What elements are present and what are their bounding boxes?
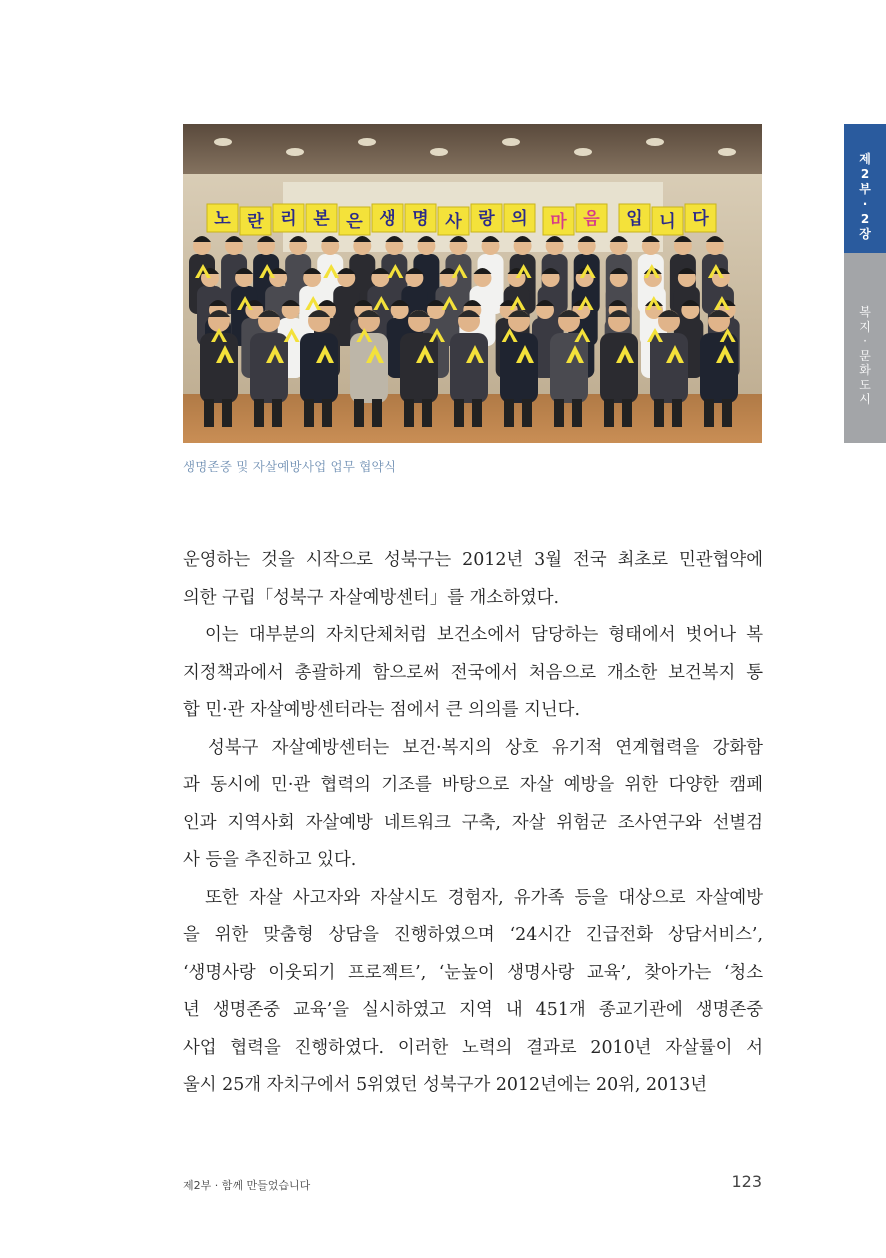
- person-body: [350, 333, 388, 403]
- banner-char: 노: [214, 209, 231, 229]
- person-leg: [272, 399, 282, 427]
- banner-char: 리: [280, 209, 297, 229]
- body-paragraph: [183, 617, 763, 730]
- part-chapter-tab-char: ·: [862, 197, 868, 211]
- banner-char: 의: [511, 209, 528, 229]
- banner-char: 명: [412, 209, 429, 229]
- photo-caption: 생명존중 및 자살예방사업 업무 협약식: [183, 459, 397, 474]
- text-line: 년 생명존중 교육’을 실시하였고 지역 내 451개 종교기관에 생명존중: [183, 1000, 763, 1020]
- person-body: [700, 333, 738, 403]
- ceremony-photo: [183, 124, 762, 443]
- banner-char: 입: [626, 209, 643, 229]
- part-chapter-tab-char: 부: [859, 182, 871, 196]
- banner-char: 다: [692, 209, 709, 229]
- text-line: 성북구 자살예방센터는 보건·복지의 상호 유기적 연계협력을 강화함: [183, 737, 763, 758]
- banner-signs: [207, 204, 716, 235]
- person-leg: [222, 399, 232, 427]
- person-body: [550, 333, 588, 403]
- body-paragraph: [183, 730, 763, 880]
- banner-char: 사: [445, 212, 462, 232]
- person-leg: [672, 399, 682, 427]
- person-leg: [572, 399, 582, 427]
- person-leg: [254, 399, 264, 427]
- section-tab-char: 복: [859, 305, 871, 319]
- text-line: 합 민·관 자살예방센터라는 점에서 큰 의의를 지닌다.: [183, 700, 581, 720]
- person-leg: [354, 399, 364, 427]
- text-line: 울시 25개 자치구에서 5위였던 성북구가 2012년에는 20위, 2013년: [183, 1075, 708, 1095]
- text-line: ‘생명사랑 이웃되기 프로젝트’, ‘눈높이 생명사랑 교육’, 찾아가는 ‘청소: [183, 962, 763, 983]
- person-leg: [472, 399, 482, 427]
- text-line: 또한 자살 사고자와 자살시도 경험자, 유가족 등을 대상으로 자살예방: [183, 887, 763, 908]
- banner-char: 랑: [478, 209, 495, 229]
- section-tab-char: 화: [859, 363, 871, 377]
- page-number: 123: [731, 1172, 762, 1191]
- person-body: [200, 333, 238, 403]
- person-leg: [554, 399, 564, 427]
- person-leg: [422, 399, 432, 427]
- person-body: [300, 333, 338, 403]
- part-chapter-tab[interactable]: [844, 124, 886, 253]
- person-leg: [522, 399, 532, 427]
- text-line: 지정책과에서 총괄하게 함으로써 전국에서 처음으로 개소한 보건복지 통: [183, 662, 763, 683]
- person-leg: [704, 399, 714, 427]
- banner-char: 음: [583, 209, 600, 229]
- banner-char: 생: [379, 209, 396, 229]
- person-body: [650, 333, 688, 403]
- person-leg: [604, 399, 614, 427]
- person-leg: [372, 399, 382, 427]
- body-paragraph: [183, 542, 763, 617]
- text-line: 사 등을 추진하고 있다.: [183, 850, 357, 870]
- banner-char: 란: [247, 212, 264, 232]
- section-tab-char: 시: [859, 392, 871, 406]
- text-line: 이는 대부분의 자치단체처럼 보건소에서 담당하는 형태에서 벗어나 복: [183, 625, 763, 645]
- text-line: 을 위한 맞춤형 상담을 진행하였으며 ‘24시간 긴급전화 상담서비스’,: [183, 925, 763, 945]
- text-line: 의한 구립「성북구 자살예방센터」를 개소하였다.: [183, 587, 560, 608]
- part-chapter-tab-char: 2: [860, 212, 870, 226]
- person-body: [450, 333, 488, 403]
- banner-char: 니: [659, 212, 676, 232]
- person-leg: [304, 399, 314, 427]
- banner-char: 본: [313, 209, 330, 229]
- person-body: [250, 333, 288, 403]
- part-chapter-tab-char: 장: [859, 227, 871, 241]
- section-tab-char: 지: [859, 319, 871, 334]
- person-leg: [204, 399, 214, 427]
- text-line: 인과 지역사회 자살예방 네트워크 구축, 자살 위험군 조사연구와 선별검: [183, 812, 763, 833]
- person-leg: [504, 399, 514, 427]
- section-tab[interactable]: [844, 253, 886, 443]
- person-leg: [454, 399, 464, 427]
- person-leg: [322, 399, 332, 427]
- text-line: 과 동시에 민·관 협력의 기조를 바탕으로 자살 예방을 위한 다양한 캠페: [183, 775, 763, 795]
- section-tab-char: ·: [863, 334, 867, 348]
- text-line: 사업 협력을 진행하였다. 이러한 노력의 결과로 2010년 자살률이 서: [183, 1037, 763, 1058]
- person-body: [500, 333, 538, 403]
- banner-char: 은: [346, 212, 363, 232]
- person-leg: [404, 399, 414, 427]
- person-body: [400, 333, 438, 403]
- body-paragraph: [183, 880, 763, 1105]
- person-leg: [622, 399, 632, 427]
- person-body: [600, 333, 638, 403]
- body-text: [183, 542, 763, 1105]
- banner-char: 마: [550, 212, 567, 232]
- part-chapter-tab-char: 제: [859, 152, 871, 166]
- section-tab-char: 도: [859, 377, 871, 392]
- part-chapter-tab-char: 2: [860, 167, 870, 181]
- section-tab-char: 문: [859, 348, 871, 363]
- footer-book-part: 제2부 · 함께 만들었습니다: [183, 1179, 311, 1192]
- text-line: 운영하는 것을 시작으로 성북구는 2012년 3월 전국 최초로 민관협약에: [183, 550, 763, 570]
- person-leg: [722, 399, 732, 427]
- person-leg: [654, 399, 664, 427]
